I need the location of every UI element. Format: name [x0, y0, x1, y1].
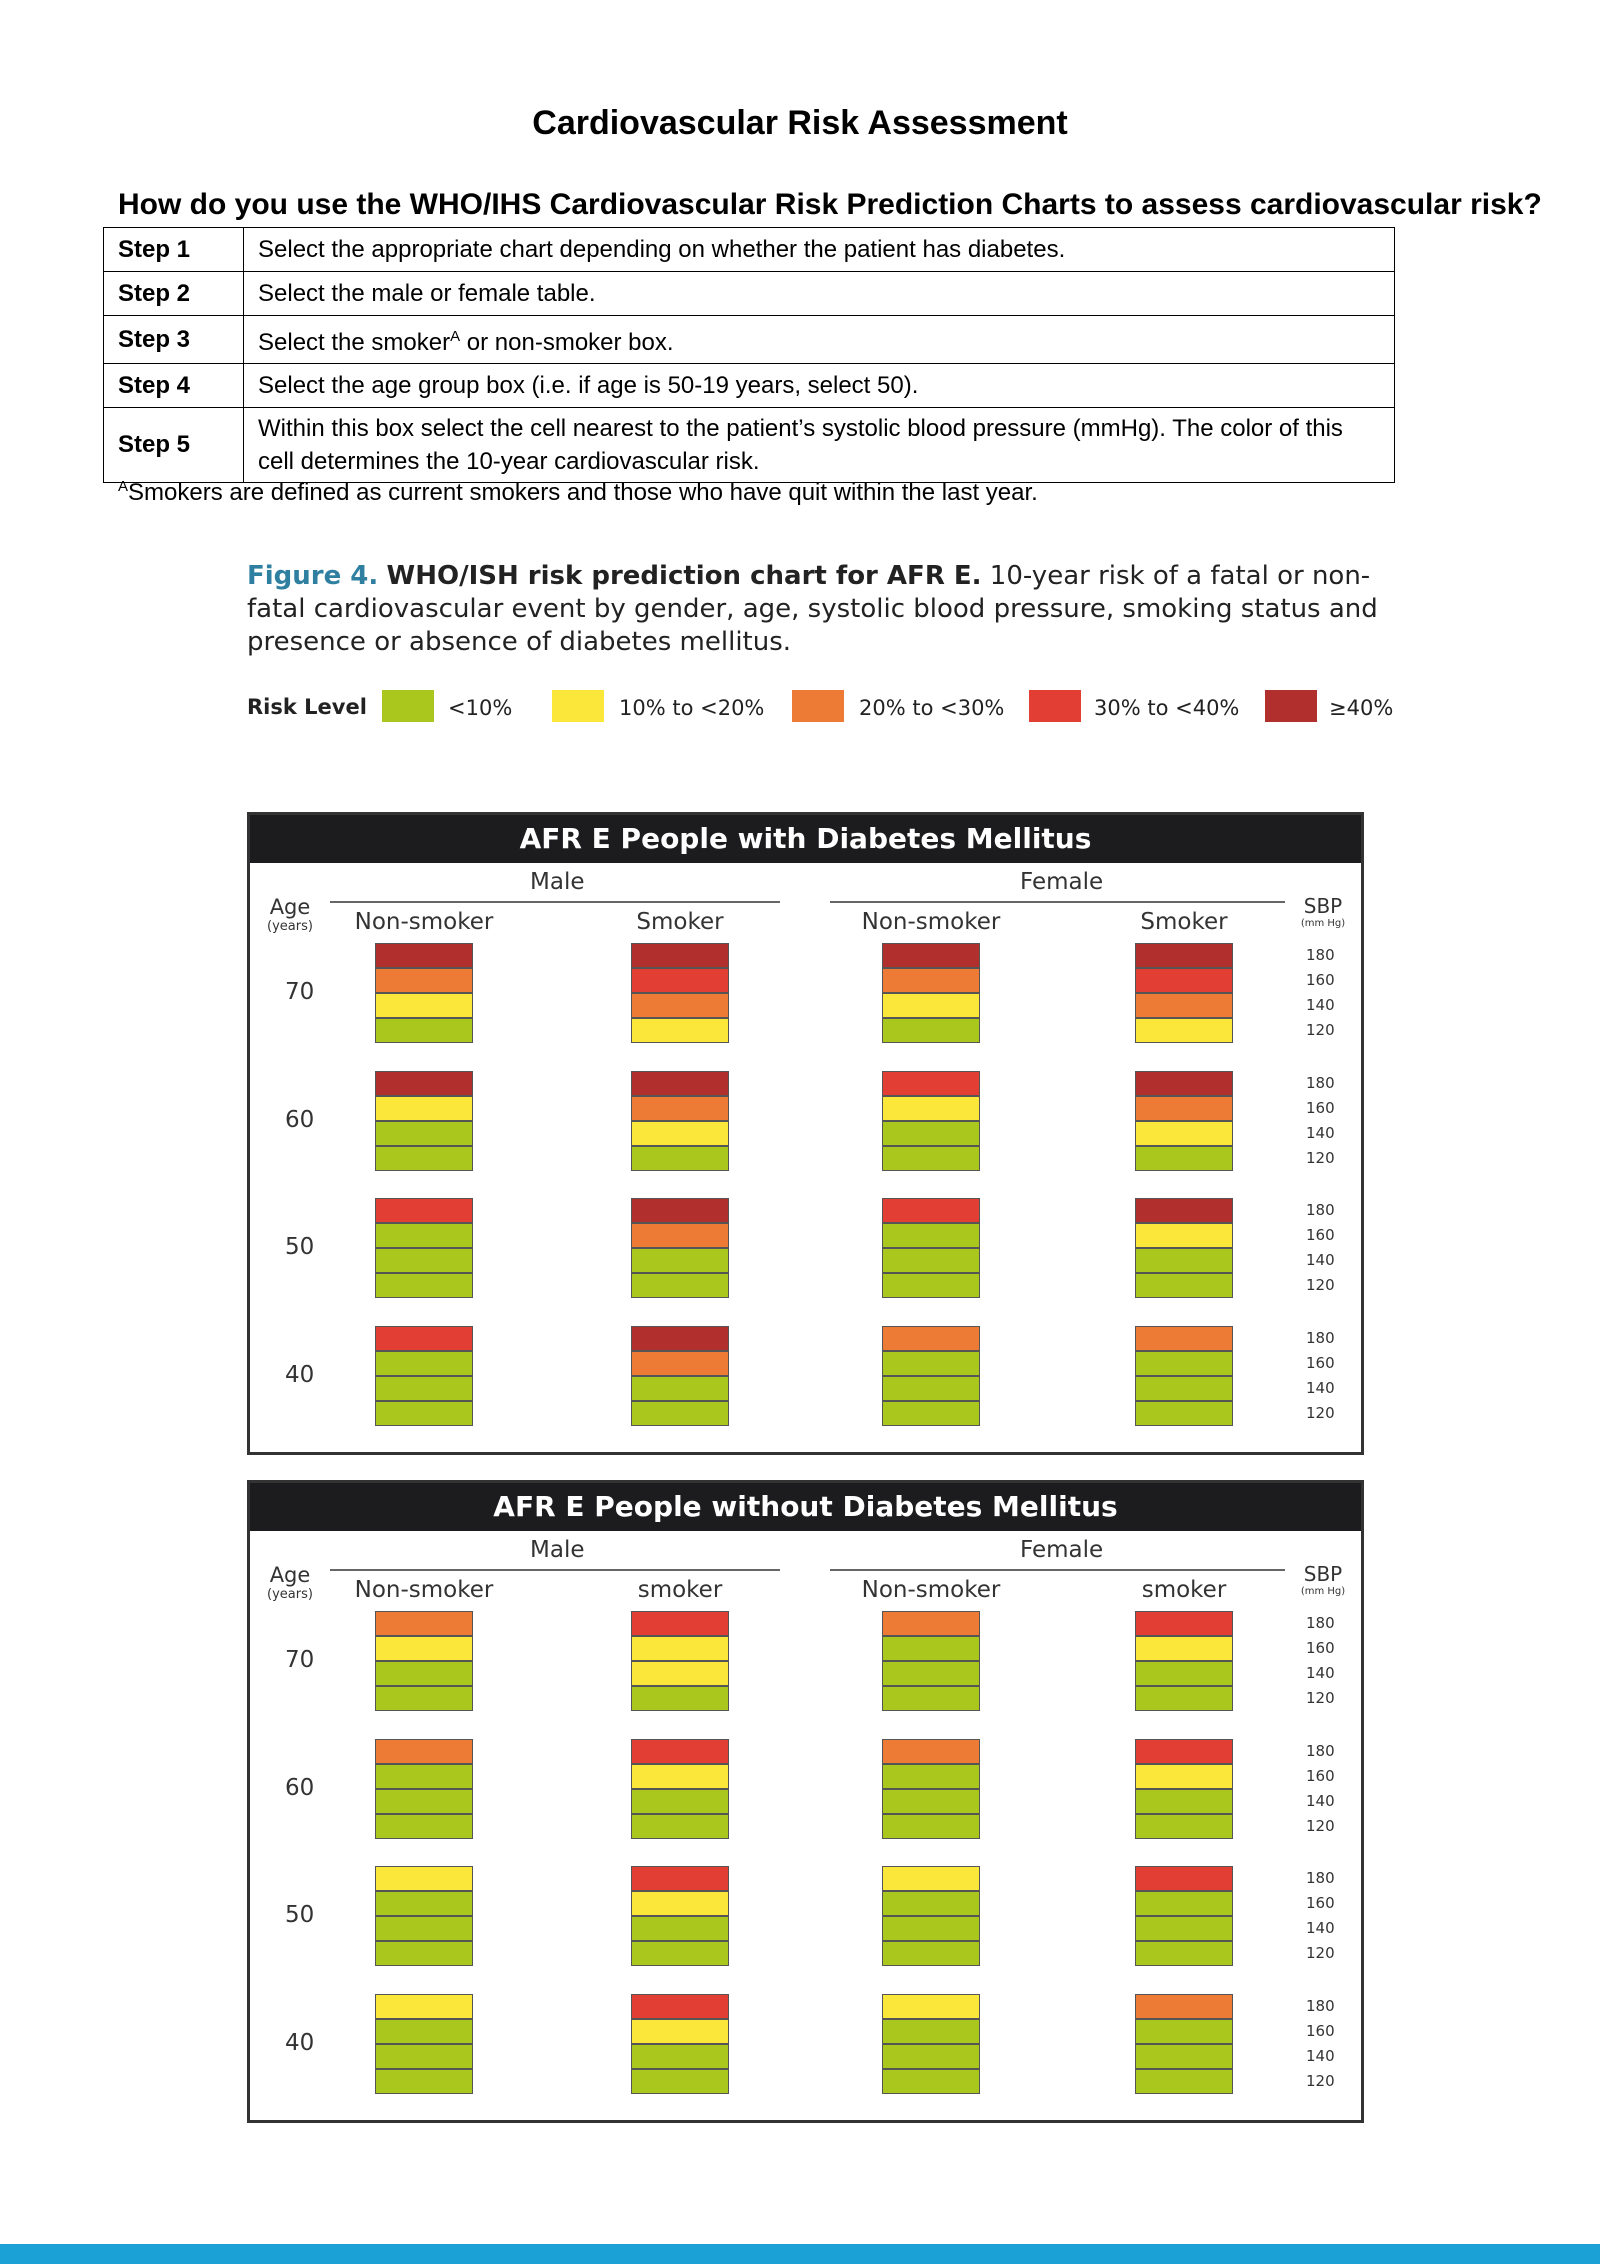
sbp-label: 160	[1306, 2021, 1335, 2040]
risk-cell	[375, 1223, 473, 1248]
age-header-unit: (years)	[267, 1587, 313, 1602]
risk-cell	[631, 1326, 729, 1351]
sbp-label: 140	[1306, 1251, 1335, 1269]
age-header-unit: (years)	[267, 919, 313, 934]
risk-cell	[375, 2019, 473, 2044]
risk-cell	[1135, 1121, 1233, 1146]
risk-cell	[882, 1273, 980, 1298]
risk-cell	[375, 968, 473, 993]
sbp-label: 180	[1306, 1073, 1335, 1092]
risk-cell	[631, 1636, 729, 1661]
sbp-label: 180	[1306, 1741, 1335, 1760]
risk-cell	[631, 1764, 729, 1789]
risk-cell	[1135, 2044, 1233, 2069]
risk-cell	[375, 1351, 473, 1376]
step-label: Step 5	[104, 408, 244, 483]
legend-swatch	[552, 690, 604, 722]
risk-cell	[1135, 1739, 1233, 1764]
smoking-status-label: Smoker	[636, 909, 724, 935]
risk-cell	[882, 2044, 980, 2069]
risk-cell	[631, 1789, 729, 1814]
risk-cell	[375, 1071, 473, 1096]
risk-cell	[882, 2019, 980, 2044]
risk-cell	[1135, 993, 1233, 1018]
sbp-label: 120	[1306, 1403, 1335, 1422]
risk-cell	[375, 1018, 473, 1043]
sbp-header-label: SBP	[1303, 1562, 1343, 1586]
figure-caption	[247, 560, 1397, 659]
risk-cell	[1135, 1814, 1233, 1839]
risk-cell	[375, 2069, 473, 2094]
risk-cell	[882, 1764, 980, 1789]
risk-cell	[375, 1941, 473, 1966]
age-header-label: Age	[269, 895, 311, 919]
step-description	[244, 316, 1395, 364]
legend-swatch	[1029, 690, 1081, 722]
risk-cell	[1135, 1941, 1233, 1966]
step-row	[104, 228, 1395, 272]
risk-cell	[882, 1789, 980, 1814]
sbp-label: 180	[1306, 946, 1335, 964]
risk-cell	[882, 1941, 980, 1966]
step-text: or non-smoker box.	[460, 329, 674, 356]
risk-cell	[375, 1661, 473, 1686]
risk-cell	[1135, 1376, 1233, 1401]
risk-cell	[1135, 1764, 1233, 1789]
legend-text: 20% to <30%	[859, 696, 1005, 720]
risk-cell	[882, 968, 980, 993]
age-header	[260, 1565, 320, 1605]
risk-cell	[375, 1866, 473, 1891]
risk-cell	[1135, 1916, 1233, 1941]
risk-cell	[882, 1891, 980, 1916]
sbp-label: 120	[1306, 1021, 1335, 1039]
risk-cell	[375, 1096, 473, 1121]
risk-cell	[882, 1146, 980, 1171]
age-label: 70	[285, 1647, 315, 1673]
sbp-label: 120	[1306, 1689, 1335, 1707]
age-header	[260, 897, 320, 937]
sbp-label: 120	[1306, 1944, 1335, 1962]
risk-cell	[882, 1739, 980, 1764]
risk-cell	[1135, 943, 1233, 968]
risk-cell	[1135, 1611, 1233, 1636]
smoking-status-label: smoker	[637, 1577, 723, 1603]
risk-cell	[375, 1326, 473, 1351]
smoking-status-label: Non-smoker	[354, 1577, 494, 1603]
smoking-status-label: smoker	[1141, 1577, 1227, 1603]
age-label: 60	[285, 1774, 315, 1801]
risk-cell	[631, 1686, 729, 1711]
risk-cell	[631, 1739, 729, 1764]
sbp-label: 160	[1306, 1639, 1335, 1657]
sex-heading: Male	[530, 869, 585, 895]
sbp-header	[1293, 1562, 1353, 1601]
sbp-header-unit: (mm Hg)	[1300, 918, 1346, 929]
risk-cell	[375, 1789, 473, 1814]
age-label: 40	[285, 2029, 315, 2056]
smoking-status-label: Non-smoker	[354, 909, 494, 935]
step-label: Step 1	[104, 228, 244, 272]
legend-label: Risk Level	[247, 695, 367, 719]
figure-heading: WHO/ISH risk prediction chart for AFR E.	[386, 561, 982, 591]
risk-cell	[375, 1248, 473, 1273]
legend-text: ≥40%	[1329, 696, 1394, 720]
risk-cell	[631, 1814, 729, 1839]
risk-cell	[375, 1611, 473, 1636]
step-row	[104, 364, 1395, 408]
step-description: Select the age group box (i.e. if age is 50-19 years, select 50).	[244, 364, 1395, 408]
risk-cell	[882, 1814, 980, 1839]
sbp-label: 180	[1306, 1201, 1335, 1219]
footnote-text: Smokers are defined as current smokers and those who have quit within the last year.	[128, 479, 1038, 506]
risk-cell	[882, 1096, 980, 1121]
chart-title: AFR E People without Diabetes Mellitus	[250, 1483, 1361, 1531]
risk-cell	[882, 993, 980, 1018]
risk-cell	[1135, 2069, 1233, 2094]
risk-cell	[1135, 1198, 1233, 1223]
step-row	[104, 272, 1395, 316]
risk-cell	[375, 1146, 473, 1171]
sbp-label: 140	[1306, 1791, 1335, 1810]
footnote-marker: A	[450, 328, 461, 345]
risk-cell	[1135, 1789, 1233, 1814]
sbp-label: 180	[1306, 1614, 1335, 1632]
risk-cell	[1135, 1248, 1233, 1273]
risk-cell	[882, 1223, 980, 1248]
risk-cell	[631, 1351, 729, 1376]
risk-cell	[631, 2019, 729, 2044]
risk-cell	[882, 1376, 980, 1401]
sbp-label: 120	[1306, 1816, 1335, 1835]
risk-chart-with-diabetes	[247, 812, 1364, 1455]
sbp-label: 180	[1306, 1996, 1335, 2015]
risk-cell	[631, 2069, 729, 2094]
figure-number: Figure 4.	[247, 561, 379, 591]
step-label: Step 3	[104, 316, 244, 364]
sbp-label: 160	[1306, 1098, 1335, 1117]
risk-cell	[882, 1916, 980, 1941]
risk-cell	[375, 2044, 473, 2069]
sex-heading: Female	[1020, 1537, 1104, 1563]
smoking-status-label: Non-smoker	[861, 1577, 1001, 1603]
risk-cell	[375, 993, 473, 1018]
age-label: 70	[285, 979, 315, 1005]
risk-cell	[1135, 1096, 1233, 1121]
risk-cell	[882, 943, 980, 968]
sbp-header-label: SBP	[1303, 894, 1343, 918]
page-title: Cardiovascular Risk Assessment	[532, 104, 1068, 142]
risk-cell	[882, 1248, 980, 1273]
risk-cell	[882, 1198, 980, 1223]
risk-cell	[631, 1866, 729, 1891]
risk-cell	[375, 1739, 473, 1764]
step-description: Select the male or female table.	[244, 272, 1395, 316]
legend-swatch	[382, 690, 434, 722]
section-heading: How do you use the WHO/IHS Cardiovascular Risk Prediction Charts to assess cardiovascular risk?	[118, 188, 1542, 221]
risk-cell	[882, 1121, 980, 1146]
sex-rule	[830, 1569, 1285, 1571]
risk-cell	[631, 1248, 729, 1273]
sbp-label: 140	[1306, 996, 1335, 1014]
risk-cell	[1135, 1326, 1233, 1351]
sbp-label: 180	[1306, 1328, 1335, 1347]
legend-text: <10%	[448, 696, 513, 720]
risk-cell	[882, 1071, 980, 1096]
age-header-label: Age	[269, 1563, 311, 1587]
risk-cell	[375, 1121, 473, 1146]
risk-cell	[375, 1376, 473, 1401]
footnote	[118, 478, 1038, 507]
risk-cell	[882, 1401, 980, 1426]
risk-cell	[631, 1916, 729, 1941]
sex-rule	[830, 901, 1285, 903]
step-row	[104, 408, 1395, 483]
sbp-label: 140	[1306, 1664, 1335, 1682]
sbp-label: 160	[1306, 1766, 1335, 1785]
risk-cell	[375, 1891, 473, 1916]
step-description: Select the appropriate chart depending on whether the patient has diabetes.	[244, 228, 1395, 272]
footnote-marker: A	[118, 478, 129, 495]
chart-title: AFR E People with Diabetes Mellitus	[250, 815, 1361, 863]
risk-cell	[631, 1071, 729, 1096]
age-label: 50	[285, 1234, 315, 1260]
risk-cell	[375, 1273, 473, 1298]
risk-cell	[1135, 1401, 1233, 1426]
risk-cell	[631, 1223, 729, 1248]
risk-cell	[631, 1891, 729, 1916]
risk-cell	[1135, 1146, 1233, 1171]
risk-cell	[1135, 1071, 1233, 1096]
risk-chart-without-diabetes	[247, 1480, 1364, 2123]
risk-cell	[631, 1994, 729, 2019]
age-label: 60	[285, 1106, 315, 1133]
legend-text: 10% to <20%	[619, 696, 765, 720]
risk-cell	[882, 1611, 980, 1636]
risk-cell	[375, 1764, 473, 1789]
sbp-label: 140	[1306, 1378, 1335, 1397]
step-row	[104, 316, 1395, 364]
sbp-label: 180	[1306, 1869, 1335, 1887]
sbp-header-unit: (mm Hg)	[1300, 1586, 1346, 1597]
risk-cell	[1135, 1891, 1233, 1916]
risk-cell	[375, 1198, 473, 1223]
risk-cell	[631, 1096, 729, 1121]
sbp-label: 120	[1306, 1148, 1335, 1167]
risk-cell	[631, 1661, 729, 1686]
risk-cell	[1135, 968, 1233, 993]
risk-cell	[1135, 1994, 1233, 2019]
risk-cell	[375, 1401, 473, 1426]
risk-cell	[882, 1636, 980, 1661]
risk-cell	[631, 1018, 729, 1043]
sex-heading: Female	[1020, 869, 1104, 895]
risk-cell	[631, 1273, 729, 1298]
risk-cell	[631, 943, 729, 968]
risk-cell	[631, 968, 729, 993]
risk-cell	[1135, 2019, 1233, 2044]
risk-cell	[882, 1994, 980, 2019]
risk-cell	[375, 1686, 473, 1711]
risk-cell	[882, 1661, 980, 1686]
risk-cell	[1135, 1018, 1233, 1043]
risk-cell	[375, 943, 473, 968]
risk-cell	[882, 1326, 980, 1351]
sbp-label: 160	[1306, 1353, 1335, 1372]
risk-cell	[882, 2069, 980, 2094]
risk-cell	[375, 1994, 473, 2019]
sbp-label: 140	[1306, 1919, 1335, 1937]
step-text: Select the smoker	[258, 329, 451, 356]
risk-cell	[882, 1018, 980, 1043]
risk-cell	[375, 1814, 473, 1839]
risk-cell	[631, 1941, 729, 1966]
risk-cell	[375, 1916, 473, 1941]
sbp-header	[1293, 894, 1353, 933]
sex-heading: Male	[530, 1537, 585, 1563]
legend-swatch	[1265, 690, 1317, 722]
smoking-status-label: Non-smoker	[861, 909, 1001, 935]
sex-rule	[330, 901, 780, 903]
steps-table	[103, 227, 1395, 483]
risk-cell	[631, 1611, 729, 1636]
sbp-label: 160	[1306, 971, 1335, 989]
risk-cell	[882, 1351, 980, 1376]
step-label: Step 2	[104, 272, 244, 316]
risk-cell	[631, 993, 729, 1018]
legend-text: 30% to <40%	[1094, 696, 1240, 720]
risk-cell	[882, 1686, 980, 1711]
step-description: Within this box select the cell nearest to the patient’s systolic blood pressure (mmHg). The color of this cell determines the 10-year cardiovascular risk.	[244, 408, 1395, 483]
step-label: Step 4	[104, 364, 244, 408]
sex-rule	[330, 1569, 780, 1571]
sbp-label: 140	[1306, 2046, 1335, 2065]
risk-cell	[375, 1636, 473, 1661]
risk-cell	[631, 1401, 729, 1426]
risk-cell	[631, 1121, 729, 1146]
sbp-label: 160	[1306, 1894, 1335, 1912]
sbp-label: 160	[1306, 1226, 1335, 1244]
sbp-label: 140	[1306, 1123, 1335, 1142]
risk-cell	[631, 1198, 729, 1223]
risk-cell	[1135, 1223, 1233, 1248]
risk-cell	[631, 2044, 729, 2069]
smoking-status-label: Smoker	[1140, 909, 1228, 935]
risk-cell	[631, 1376, 729, 1401]
footer-bar	[0, 2244, 1600, 2264]
sbp-label: 120	[1306, 2071, 1335, 2090]
legend-swatch	[792, 690, 844, 722]
risk-cell	[1135, 1636, 1233, 1661]
risk-cell	[1135, 1866, 1233, 1891]
figure-caption-text: 10-year risk of a fatal or non-fatal cardiovascular event by gender, age, systolic blood pressure, smoking status and presence or absence of diabetes mellitus.	[247, 561, 1378, 657]
sbp-label: 120	[1306, 1276, 1335, 1294]
risk-cell	[882, 1866, 980, 1891]
risk-cell	[1135, 1273, 1233, 1298]
age-label: 40	[285, 1361, 315, 1388]
risk-cell	[1135, 1351, 1233, 1376]
risk-cell	[1135, 1661, 1233, 1686]
age-label: 50	[285, 1902, 315, 1928]
risk-cell	[1135, 1686, 1233, 1711]
risk-cell	[631, 1146, 729, 1171]
